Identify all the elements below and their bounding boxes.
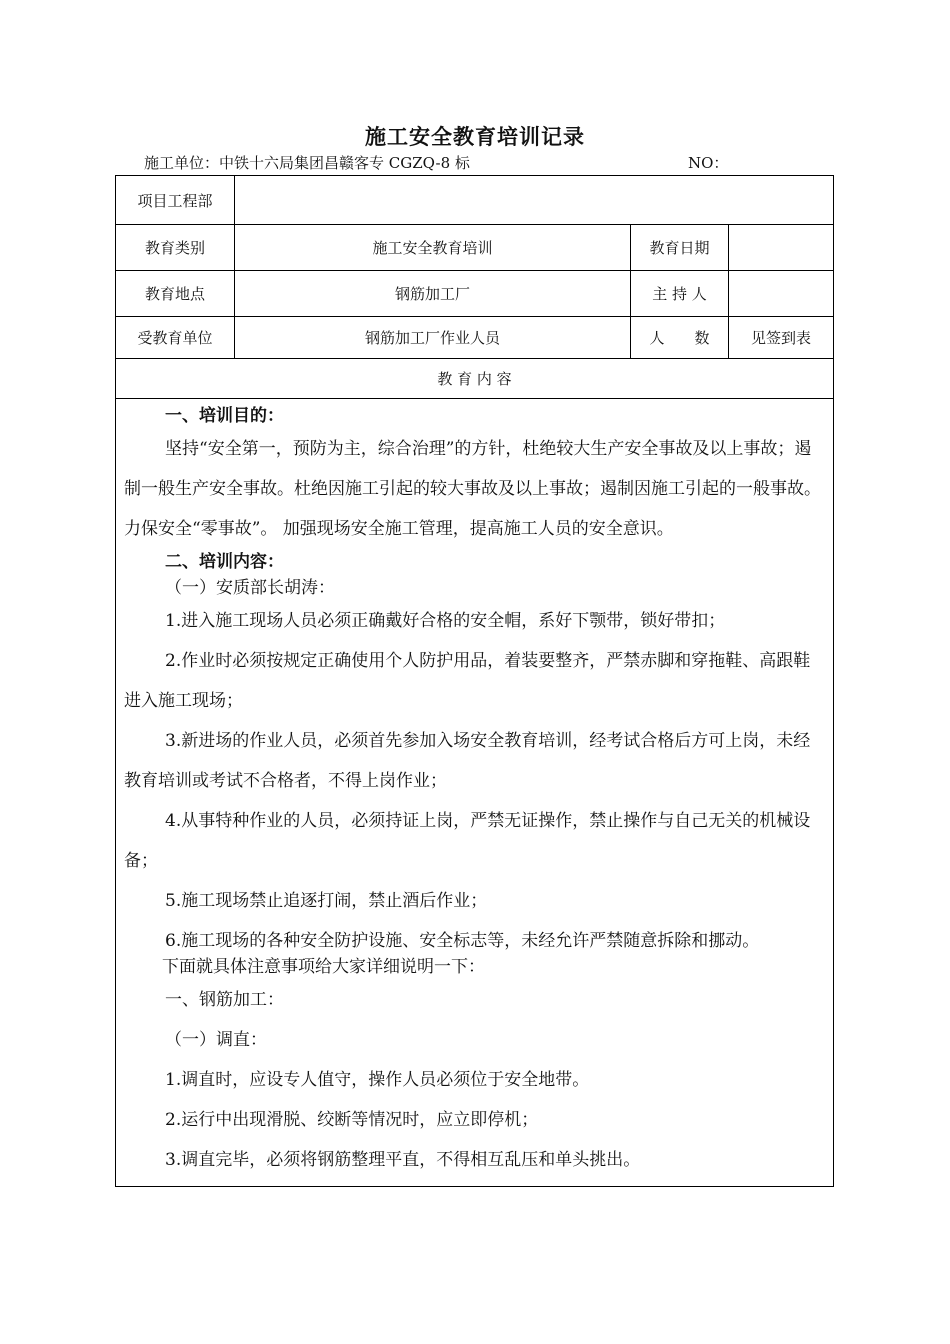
construction-unit: 施工单位：中铁十六局集团昌赣客专 CGZQ-8 标 xyxy=(144,154,470,172)
trainee-label: 受教育单位 xyxy=(116,317,235,358)
record-table xyxy=(115,175,834,1187)
straightening-item: 3.调直完毕，必须将钢筋整理平直，不得相互乱压和单头挑出。 xyxy=(165,1150,641,1170)
document-title: 施工安全教育培训记录 xyxy=(365,124,585,149)
edu-date-label: 教育日期 xyxy=(631,225,729,270)
edu-place-value: 钢筋加工厂 xyxy=(235,271,631,316)
host-label: 主 持 人 xyxy=(631,271,729,316)
row-project xyxy=(116,176,833,225)
record-number-label: NO： xyxy=(688,154,729,172)
rule-item: 1.进入施工现场人员必须正确戴好合格的安全帽，系好下颚带，锁好带扣； xyxy=(165,611,726,631)
project-value[interactable] xyxy=(235,176,833,224)
section-heading-content: 二、培训内容： xyxy=(165,552,284,572)
rule-item: 2.作业时必须按规定正确使用个人防护用品，着装要整齐，严禁赤脚和穿拖鞋、高跟鞋进入施工现场； xyxy=(124,651,811,711)
count-label: 人 数 xyxy=(631,317,729,358)
rule-item: 3.新进场的作业人员，必须首先参加入场安全教育培训，经考试合格后方可上岗，未经教育培训或考试不合格者，不得上岗作业； xyxy=(124,731,811,791)
section-rebar-processing: 一、钢筋加工： xyxy=(165,990,284,1010)
edu-type-label: 教育类别 xyxy=(116,225,235,270)
row-trainee xyxy=(116,317,833,359)
row-content-header xyxy=(116,359,833,399)
rule-item: 5.施工现场禁止追逐打闹，禁止酒后作业； xyxy=(165,891,488,911)
straightening-item: 2.运行中出现滑脱、绞断等情况时，应立即停机； xyxy=(165,1110,539,1130)
edu-place-label: 教育地点 xyxy=(116,271,235,316)
intro-line: 下面就具体注意事项给大家详细说明一下： xyxy=(162,957,485,977)
host-value[interactable] xyxy=(729,271,833,316)
content-header: 教 育 内 容 xyxy=(437,370,512,388)
section-heading-purpose: 一、培训目的： xyxy=(165,406,284,426)
rule-item: 4.从事特种作业的人员，必须持证上岗，严禁无证操作，禁止操作与自己无关的机械设备； xyxy=(124,811,811,871)
row-edu-place xyxy=(116,271,833,317)
row-edu-type xyxy=(116,225,833,271)
rule-item: 6.施工现场的各种安全防护设施、安全标志等，未经允许严禁随意拆除和挪动。 xyxy=(165,931,760,951)
header-line xyxy=(144,152,729,173)
project-label: 项目工程部 xyxy=(116,176,235,224)
trainee-value: 钢筋加工厂作业人员 xyxy=(235,317,631,358)
straightening-item: 1.调直时，应设专人值守，操作人员必须位于安全地带。 xyxy=(165,1070,590,1090)
subsection-speaker: （一）安质部长胡涛： xyxy=(165,578,335,598)
edu-date-value[interactable] xyxy=(729,225,833,270)
purpose-paragraph: 坚持“安全第一，预防为主，综合治理”的方针，杜绝较大生产安全事故及以上事故；遏制一般生产安全事故。杜绝因施工引起的较大事故及以上事故；遏制因施工引起的一般事故。力保安全“零事故”。 加强现场安全施工管理，提高施工人员的安全意识。 xyxy=(124,439,821,539)
edu-type-value: 施工安全教育培训 xyxy=(235,225,631,270)
training-content xyxy=(116,399,833,1186)
count-value: 见签到表 xyxy=(750,329,811,347)
subsection-straightening: （一）调直： xyxy=(165,1030,267,1050)
